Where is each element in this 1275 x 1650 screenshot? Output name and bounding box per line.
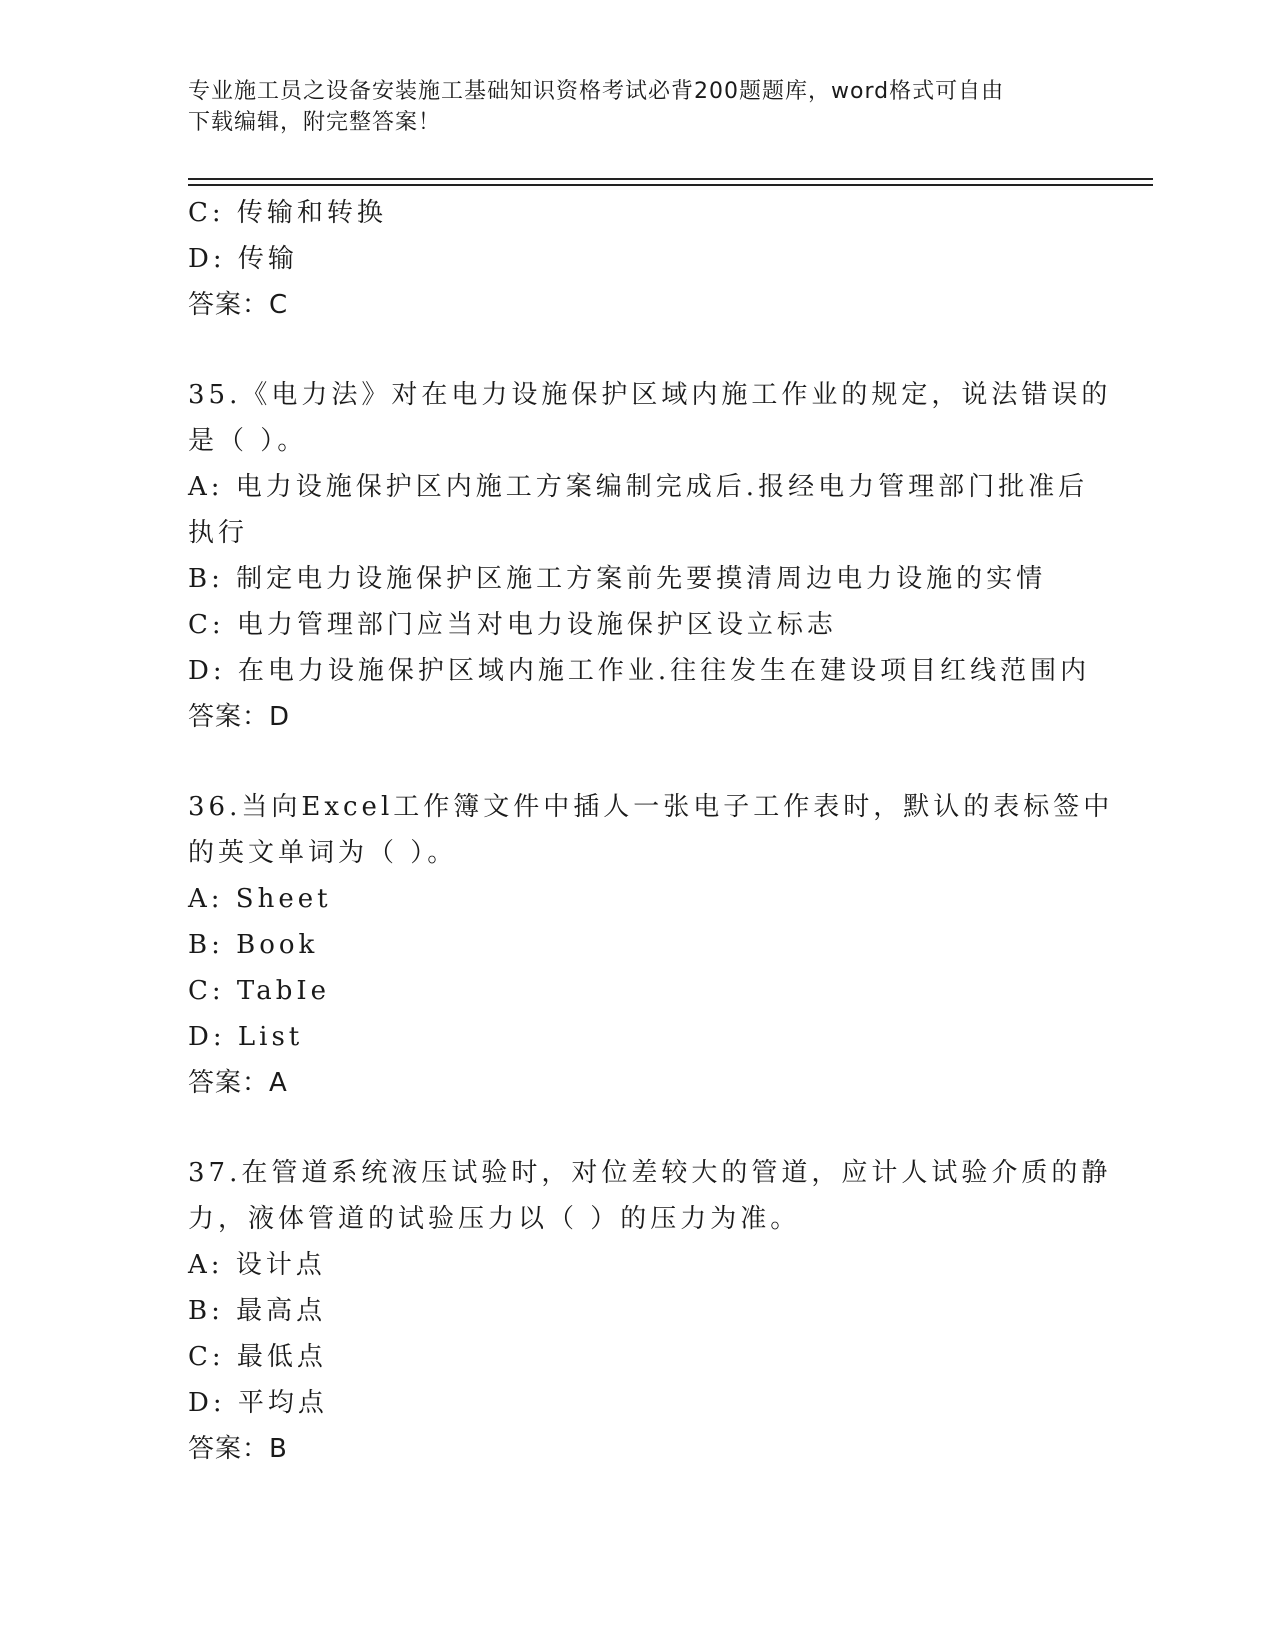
question-stem-line-2: 是（ ）。 (188, 426, 308, 456)
option-b: B: Book (188, 930, 319, 960)
spacer (188, 1106, 1078, 1150)
question-stem-line-1: 37.在管道系统液压试验时，对位差较大的管道，应计人试验介质的静 (188, 1158, 1112, 1188)
option-a: A: Sheet (188, 884, 332, 914)
option-d: D: 传输 (188, 244, 298, 274)
option-b: B: 最高点 (188, 1296, 327, 1326)
option-a: A: 设计点 (188, 1250, 326, 1280)
spacer (188, 328, 1078, 372)
option-b: B: 制定电力设施保护区施工方案前先要摸清周边电力设施的实情 (188, 564, 1047, 594)
header-line-2: 下载编辑，附完整答案！ (188, 110, 442, 135)
answer-label: 答案：B (188, 1434, 288, 1464)
header-divider-bottom (188, 184, 1153, 186)
header-divider-top (188, 178, 1153, 180)
question-list (188, 190, 1114, 1472)
option-a-line-1: A: 电力设施保护区内施工方案编制完成后.报经电力管理部门批准后 (188, 472, 1089, 502)
question-stem-line-1: 36.当向Excel工作簿文件中插人一张电子工作表时，默认的表标签中 (188, 792, 1114, 822)
document-header (188, 76, 1088, 138)
option-c: C: TabIe (188, 976, 331, 1006)
question-block-35 (188, 372, 1112, 740)
option-c: C: 电力管理部门应当对电力设施保护区设立标志 (188, 610, 837, 640)
header-line-1: 专业施工员之设备安装施工基础知识资格考试必背200题题库，word格式可自由 (188, 79, 1005, 104)
question-stem-line-1: 35.《电力法》对在电力设施保护区域内施工作业的规定，说法错误的 (188, 380, 1112, 410)
question-block-36 (188, 784, 1114, 1106)
question-block-37 (188, 1150, 1112, 1472)
question-block-34 (188, 190, 1078, 328)
option-c: C: 最低点 (188, 1342, 327, 1372)
option-a-line-2: 执行 (188, 518, 249, 548)
option-d: D: List (188, 1022, 304, 1052)
question-stem-line-2: 的英文单词为（ ）。 (188, 838, 458, 868)
option-c: C: 传输和转换 (188, 198, 387, 228)
answer-label: 答案：C (188, 290, 289, 320)
answer-label: 答案：D (188, 702, 291, 732)
spacer (188, 740, 1078, 784)
option-d: D: 在电力设施保护区域内施工作业.往往发生在建设项目红线范围内 (188, 656, 1091, 686)
question-stem-line-2: 力，液体管道的试验压力以（ ）的压力为准。 (188, 1204, 801, 1234)
answer-label: 答案：A (188, 1068, 288, 1098)
option-d: D: 平均点 (188, 1388, 328, 1418)
